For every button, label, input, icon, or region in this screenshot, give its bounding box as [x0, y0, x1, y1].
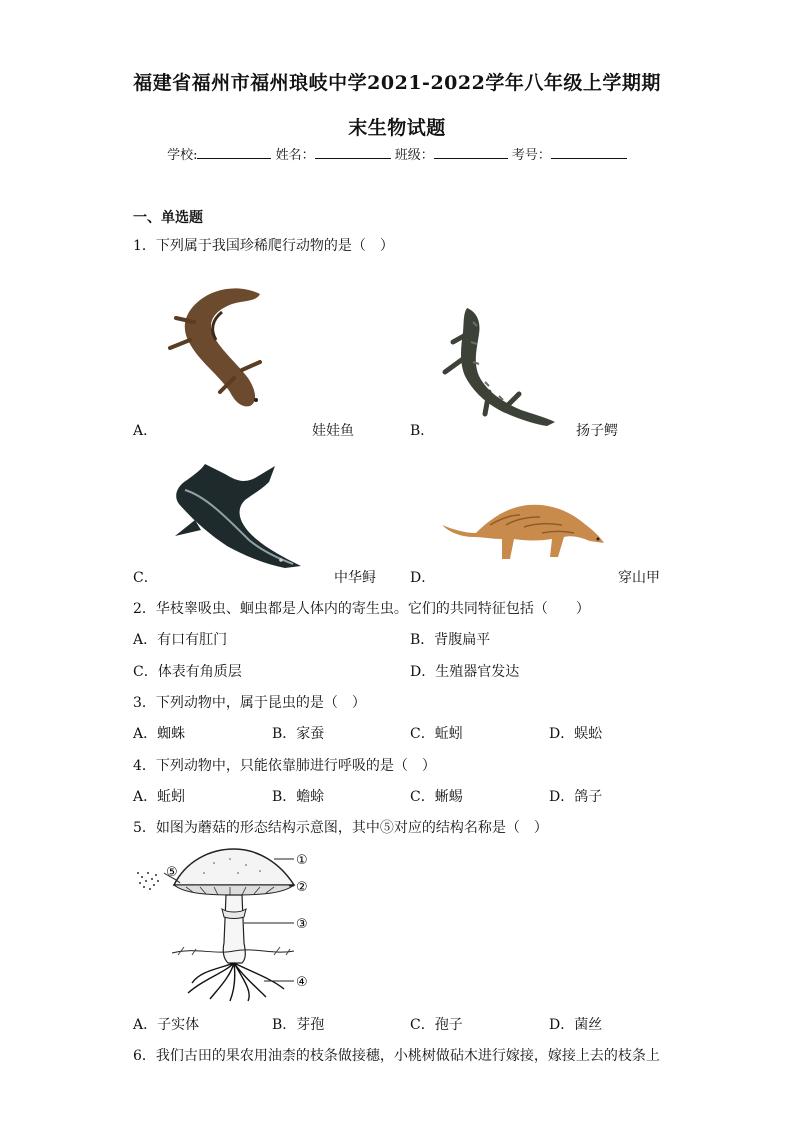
question-6-stem: 6．我们古田的果农用油柰的枝条做接穗，小桃树做砧木进行嫁接，嫁接上去的枝条上: [133, 1048, 660, 1064]
q5-option-d[interactable]: D．菌丝: [549, 1017, 603, 1033]
diagram-label-5: ⑤: [166, 865, 178, 880]
school-blank[interactable]: [197, 146, 271, 159]
question-2-stem: 2．华枝睾吸虫、蛔虫都是人体内的寄生虫。它们的共同特征包括（ ）: [133, 601, 590, 617]
q4-option-c[interactable]: C．蜥蜴: [410, 789, 463, 805]
q2-option-d[interactable]: D．生殖器官发达: [410, 664, 520, 680]
alligator-image: [437, 302, 559, 430]
q4-option-d[interactable]: D．鸽子: [549, 789, 603, 805]
q1-option-d-letter: D．: [410, 570, 436, 586]
q3-option-a[interactable]: A．蜘蛛: [133, 726, 186, 742]
q1-option-b-letter: B．: [410, 423, 435, 439]
q3-option-b[interactable]: B．家蚕: [272, 726, 325, 742]
section-heading: 一、单选题: [133, 210, 203, 226]
q2-option-c[interactable]: C．体表有角质层: [133, 664, 242, 680]
exam-number-blank[interactable]: [551, 146, 627, 159]
mushroom-diagram: [134, 843, 319, 1003]
q5-option-c[interactable]: C．孢子: [410, 1017, 463, 1033]
q1-option-c-letter: C．: [133, 570, 158, 586]
question-4-stem: 4．下列动物中，只能依靠肺进行呼吸的是（ ）: [133, 758, 436, 774]
school-label: 学校:: [167, 148, 198, 163]
salamander-image: [160, 282, 270, 412]
q3-option-c[interactable]: C．蚯蚓: [410, 726, 463, 742]
q4-option-a[interactable]: A．蚯蚓: [133, 789, 186, 805]
class-blank[interactable]: [434, 146, 508, 159]
sturgeon-image: [165, 460, 305, 575]
q5-option-b[interactable]: B．芽孢: [272, 1017, 325, 1033]
class-label: 班级：: [394, 148, 434, 163]
diagram-label-2: ②: [296, 880, 308, 895]
diagram-label-1: ①: [296, 853, 308, 868]
name-blank[interactable]: [315, 146, 391, 159]
q1-option-d-name: 穿山甲: [618, 570, 660, 586]
q2-option-b[interactable]: B．背腹扁平: [410, 632, 491, 648]
q1-option-b-name: 扬子鳄: [576, 423, 618, 439]
q3-option-d[interactable]: D．蜈蚣: [549, 726, 603, 742]
diagram-label-4: ④: [296, 975, 308, 990]
question-3-stem: 3．下列动物中，属于昆虫的是（ ）: [133, 695, 366, 711]
diagram-label-3: ③: [296, 917, 308, 932]
q5-option-a[interactable]: A．子实体: [133, 1017, 200, 1033]
name-label: 姓名：: [275, 148, 315, 163]
student-info-line: [0, 144, 794, 163]
pangolin-image: [440, 495, 605, 565]
q1-option-a-letter: A．: [133, 423, 158, 439]
page-title-line1: 福建省福州市福州琅岐中学2021-2022学年八年级上学期期: [133, 72, 661, 94]
page-title-line2: 末生物试题: [348, 117, 446, 139]
q1-option-a-name: 娃娃鱼: [312, 423, 354, 439]
exam-number-label: 考号：: [511, 148, 551, 163]
q2-option-a[interactable]: A．有口有肛门: [133, 632, 228, 648]
question-5-stem: 5．如图为蘑菇的形态结构示意图，其中⑤对应的结构名称是（ ）: [133, 820, 548, 836]
question-1-stem: 1．下列属于我国珍稀爬行动物的是（ ）: [133, 238, 394, 254]
q4-option-b[interactable]: B．蟾蜍: [272, 789, 325, 805]
q1-option-c-name: 中华鲟: [334, 570, 376, 586]
